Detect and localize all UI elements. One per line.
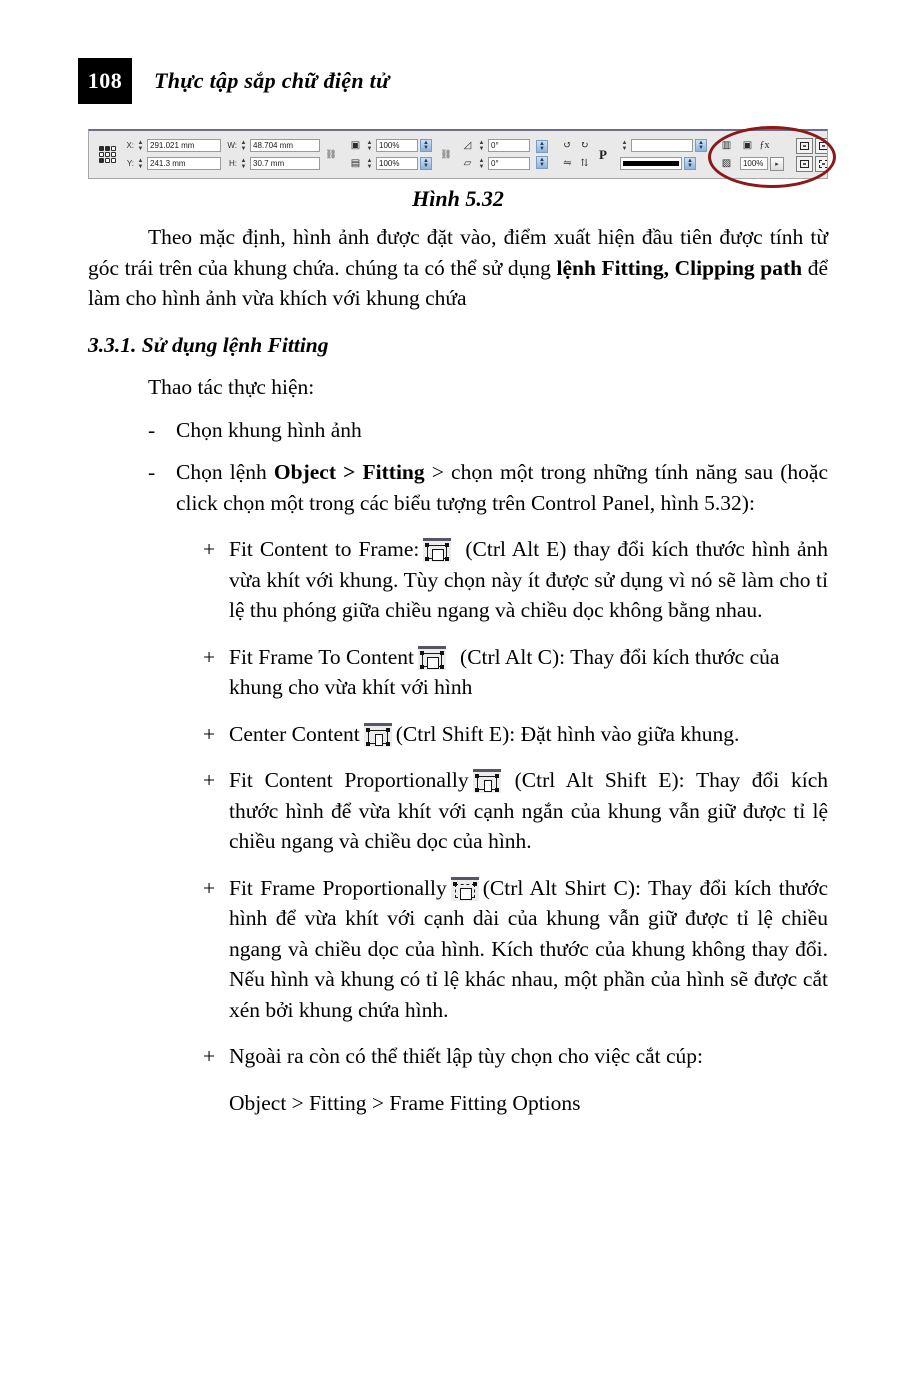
scale-y-dropdown-icon[interactable]: ▲ ▼ [420,157,432,170]
page-number: 108 [78,58,132,104]
flip-horizontal-icon[interactable]: ▲ ▼ [536,140,548,153]
intro-paragraph [88,222,828,314]
x-input[interactable]: 291.021 mm [147,139,221,152]
stroke-style-row [620,156,707,171]
plus-bullet: + [203,1044,216,1069]
page-header [78,58,390,104]
flip-toggle-group [533,131,551,178]
rotation-fields [457,131,533,178]
center-content-icon[interactable] [364,723,392,747]
fitting-option-text: (Ctrl Alt Shift E): Thay đổi kích thước hình để vừa khít với cạnh ngắn của khung vẫn giữ được tỉ lệ chiều ngang và chiều dọc của hình. [229,768,828,854]
scale-fields [345,131,435,178]
flip-vertical-button-icon[interactable]: ⇅ [580,158,589,169]
fitting-option-text: (Ctrl Alt C): Thay đổi kích thước của khung cho vừa khít với hình [229,644,780,700]
fitting-icon-group [796,138,828,172]
bullet-1-text: Chọn khung hình ảnh [176,417,362,442]
x-stepper-icon[interactable]: ▲ ▼ [137,139,144,152]
shear-row [460,156,530,171]
dash-bullet: - [148,417,156,442]
fitting-option-body [229,719,828,750]
fitting-option-item [88,534,828,626]
bullet-2-menu-path: Object > Fitting [273,460,425,485]
x-field-row [124,138,221,153]
fitting-option-body [229,765,828,857]
figure-caption: Hình 5.32 [412,186,504,211]
w-stepper-icon[interactable]: ▲ ▼ [240,139,247,152]
fitting-option-label: Center Content [229,721,360,746]
stroke-group [617,131,710,178]
view-row-top [719,138,734,153]
fitting-option-text: (Ctrl Alt Shirt C): Thay đổi kích thước hình để vừa khít với cạnh dài của khung vẫn giữ được tỉ lệ chiều ngang và chiều dọc của hình. Kích thước của khung không thay đổi. Nếu hình và khung có tỉ lệ khác nhau, một phần của hình sẽ được cắt xén bởi khung chứa hình. [229,875,829,1022]
reference-point-grid-icon[interactable] [99,146,116,163]
shear-angle-icon: ▱ [463,158,472,169]
fitting-option-body [229,642,828,703]
fitting-option-label: Fit Content to Frame: [229,537,420,562]
w-input[interactable]: 48.704 mm [250,139,320,152]
plus-bullet: + [203,537,216,562]
fit-frame-to-content-icon[interactable] [418,646,446,670]
rotate-flip-buttons [557,131,595,178]
position-fields [121,131,224,178]
x-label: X: [126,141,134,150]
crop-options-text: Ngoài ra còn có thể thiết lập tùy chọn cho việc cắt cúp: [229,1044,704,1069]
fit-frame-proportionally-icon[interactable] [451,877,479,901]
fit-content-proportionally-toolbar-icon[interactable] [815,138,828,154]
zoom-dropdown-icon[interactable]: ▸ [770,157,784,171]
steps-intro: Thao tác thực hiện: [148,375,315,400]
y-label: Y: [126,159,134,168]
fitting-option-label: Fit Content Proportionally [229,768,469,793]
scale-x-input[interactable]: 100% [376,139,418,152]
rotation-angle-icon: ◿ [463,140,472,151]
scale-x-dropdown-icon[interactable]: ▲ ▼ [420,139,432,152]
scale-x-row [348,138,432,153]
scale-y-stepper-icon[interactable]: ▲ ▼ [366,157,373,170]
constrain-scale-group [435,131,457,178]
scale-x-icon: ▣ [350,140,361,151]
scale-y-input[interactable]: 100% [376,157,418,170]
bullet-2-text [176,457,828,518]
w-label: W: [227,141,237,150]
h-field-row [227,156,320,171]
fitting-option-item [88,642,828,703]
view-row-bottom [719,156,734,171]
bullet-2-part-c: > chọn một trong những tính năng sau (hoặc click chọn một trong các biểu tượng trên Control Panel, hình 5.32): [176,460,828,515]
rotation-row [460,138,530,153]
y-input[interactable]: 241.3 mm [147,157,221,170]
effects-group [737,131,787,178]
page-body [88,222,828,1118]
h-input[interactable]: 30.7 mm [250,157,320,170]
intro-text-1: Theo mặc định, hình ảnh được đặt vào, điểm xuất hiện đầu tiên được tính từ góc trái trên của khung chứa. chúng ta có thể sử dụng [88,225,828,280]
stroke-style-dropdown-icon[interactable]: ▲ ▼ [684,157,696,170]
plus-bullet: + [203,644,216,669]
fitting-option-item [88,873,828,1026]
list-item [88,415,828,446]
book-running-title: Thực tập sắp chữ điện tử [154,68,390,93]
fit-frame-to-content-toolbar-icon[interactable] [796,156,813,172]
stroke-style-swatch[interactable] [620,157,682,170]
rotate-row [560,138,592,153]
fitting-option-body [229,534,828,626]
rotation-input[interactable]: 0° [488,139,530,152]
shear-input[interactable]: 0° [488,157,530,170]
rotation-stepper-icon[interactable]: ▲ ▼ [478,139,485,152]
constrain-proportions-icon[interactable]: ⛓ [325,149,337,159]
intro-bold: lệnh Fitting, Clipping path [556,255,803,280]
stroke-weight-stepper-icon[interactable]: ▲ ▼ [621,139,628,152]
select-container-icon[interactable]: ▥ [721,140,732,151]
effects-fx-icon[interactable]: ƒx [759,140,770,151]
fit-content-proportionally-icon[interactable] [473,769,501,793]
frame-fitting-options-path: Object > Fitting > Frame Fitting Options [229,1090,581,1115]
select-content-icon[interactable]: ▨ [721,158,732,169]
y-field-row [124,156,221,171]
scale-y-row [348,156,432,171]
constrain-scale-icon[interactable]: ⛓ [440,149,452,159]
plus-bullet-spacer [203,1088,229,1119]
rotate-cw-icon[interactable]: ↻ [580,140,589,151]
plus-bullet: + [203,721,216,746]
flip-vertical-icon[interactable]: ▲ ▼ [536,156,548,169]
figure-control-panel [88,129,828,179]
menu-path-line [88,1088,828,1119]
size-fields [224,131,323,178]
plus-bullet: + [203,768,216,793]
fitting-option-label: Fit Frame To Content [229,644,415,669]
fitting-option-item [88,719,828,750]
fitting-option-body [229,873,828,1026]
fitting-option-label: Fit Frame Proportionally [229,875,447,900]
intro-text-2: để làm cho hình ảnh vừa khích với khung chứa [88,255,828,311]
stroke-weight-row [620,138,707,153]
h-label: H: [229,159,237,168]
fit-frame-proportionally-toolbar-icon[interactable] [815,156,828,172]
fitting-option-text: (Ctrl Shift E): Đặt hình vào giữa khung. [395,721,740,746]
shear-stepper-icon[interactable]: ▲ ▼ [478,157,485,170]
stroke-weight-input[interactable] [631,139,693,152]
rotate-ccw-icon[interactable]: ↺ [563,140,572,151]
stroke-weight-dropdown-icon[interactable]: ▲ ▼ [695,139,707,152]
flip-row [560,156,592,171]
fitting-option-item [88,1041,828,1072]
bullet-2-part-a: Chọn lệnh [176,460,274,485]
text-wrap-icon[interactable]: P [599,146,607,162]
w-field-row [227,138,320,153]
opacity-row [740,138,784,153]
fitting-option-text: (Ctrl Alt E) thay đổi kích thước hình ảnh vừa khít với khung. Tùy chọn này ít được sử dụng vì nó sẽ làm cho tỉ lệ thu phóng giữa chiều ngang và chiều dọc không bằng nhau. [229,537,828,623]
plus-bullet: + [203,875,216,900]
list-item [88,457,828,518]
fitting-option-body [229,1041,828,1072]
opacity-icon[interactable]: ▣ [742,140,753,151]
view-group [716,131,737,178]
section-heading: 3.3.1. Sử dụng lệnh Fitting [88,332,329,357]
dash-bullet: - [148,460,156,485]
fit-content-to-frame-icon[interactable] [423,538,451,562]
fit-content-to-frame-toolbar-icon[interactable] [796,138,813,154]
zoom-input[interactable]: 100% [740,157,768,170]
scale-x-stepper-icon[interactable]: ▲ ▼ [366,139,373,152]
zoom-row [740,156,784,171]
control-panel [88,129,828,179]
h-stepper-icon[interactable]: ▲ ▼ [240,157,247,170]
flip-horizontal-button-icon[interactable]: ⇋ [563,158,572,169]
scale-y-icon: ▤ [350,158,361,169]
y-stepper-icon[interactable]: ▲ ▼ [137,157,144,170]
fitting-option-item [88,765,828,857]
